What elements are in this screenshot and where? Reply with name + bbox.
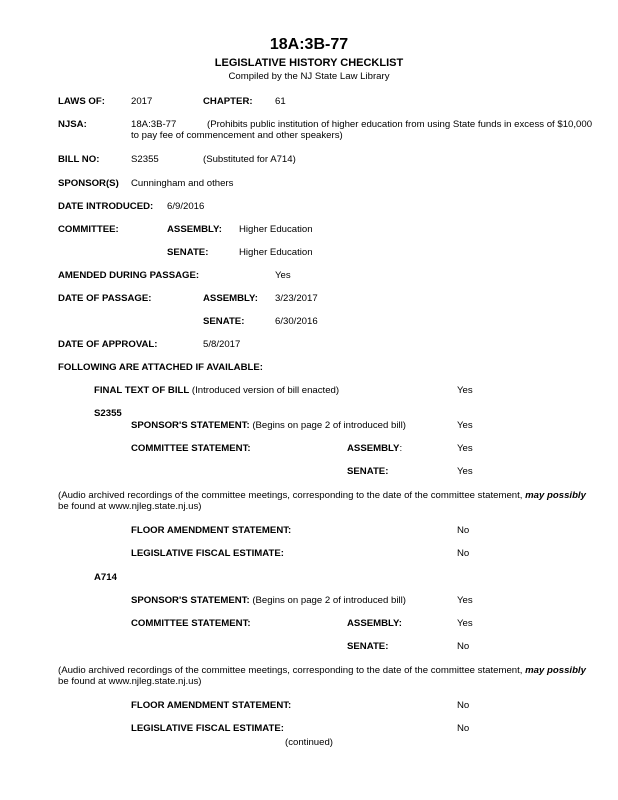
- s2355-audio-em: may possibly: [525, 490, 586, 501]
- a714-senate-label: SENATE:: [347, 641, 389, 652]
- a714-senate-value: No: [457, 641, 470, 652]
- s2355-sponsor-note: (Begins on page 2 of introduced bill): [252, 420, 406, 431]
- s2355-sponsor-row: [131, 420, 406, 431]
- a714-assembly-value: Yes: [457, 618, 473, 629]
- final-text-note: (Introduced version of bill enacted): [191, 385, 340, 396]
- a714-fiscal-value: No: [457, 723, 470, 734]
- sponsors-label: SPONSOR(S): [58, 178, 119, 189]
- document-subtitle: LEGISLATIVE HISTORY CHECKLIST: [214, 57, 404, 69]
- s2355-audio-note-line1: [58, 490, 586, 501]
- date-introduced-label: DATE INTRODUCED:: [58, 201, 154, 212]
- attached-heading: FOLLOWING ARE ATTACHED IF AVAILABLE:: [58, 362, 263, 373]
- s2355-audio-pre: (Audio archived recordings of the committee meetings, corresponding to the date of the committee statement,: [58, 490, 526, 501]
- final-text-value: Yes: [457, 385, 473, 396]
- a714-sponsor-note: (Begins on page 2 of introduced bill): [252, 595, 406, 606]
- amended-label: AMENDED DURING PASSAGE:: [58, 270, 200, 281]
- continued-note: (continued): [285, 737, 333, 748]
- document-title: 18A:3B-77: [269, 36, 349, 53]
- committee-label: COMMITTEE:: [58, 224, 119, 235]
- committee-assembly-value: Higher Education: [239, 224, 313, 235]
- a714-audio-em: may possibly: [525, 665, 586, 676]
- bill-no-value: S2355: [131, 154, 159, 165]
- passage-assembly-value: 3/23/2017: [275, 293, 318, 304]
- njsa-description-line1: (Prohibits public institution of higher education from using State funds in excess of $10,000: [207, 119, 593, 130]
- committee-senate-value: Higher Education: [239, 247, 313, 258]
- final-text-label: FINAL TEXT OF BILL: [94, 385, 190, 396]
- date-of-approval-label: DATE OF APPROVAL:: [58, 339, 158, 350]
- s2355-senate-label: SENATE:: [347, 466, 389, 477]
- date-of-passage-label: DATE OF PASSAGE:: [58, 293, 152, 304]
- sponsors-value: Cunningham and others: [131, 178, 234, 189]
- a714-heading: A714: [94, 572, 117, 583]
- a714-floor-label: FLOOR AMENDMENT STATEMENT:: [131, 700, 292, 711]
- a714-fiscal-label: LEGISLATIVE FISCAL ESTIMATE:: [131, 723, 284, 734]
- a714-sponsor-row: [131, 595, 406, 606]
- s2355-assembly-label: ASSEMBLY: [347, 443, 400, 454]
- a714-committee-label: COMMITTEE STATEMENT:: [131, 618, 251, 629]
- a714-audio-pre: (Audio archived recordings of the committee meetings, corresponding to the date of the committee statement,: [58, 665, 526, 676]
- bill-no-label: BILL NO:: [58, 154, 100, 165]
- amended-value: Yes: [275, 270, 291, 281]
- a714-floor-value: No: [457, 700, 470, 711]
- s2355-committee-label: COMMITTEE STATEMENT:: [131, 443, 251, 454]
- a714-audio-note-line1: [58, 665, 586, 676]
- s2355-heading: S2355: [94, 408, 122, 419]
- date-of-approval-value: 5/8/2017: [203, 339, 241, 350]
- chapter-label: CHAPTER:: [203, 96, 253, 107]
- passage-assembly-label: ASSEMBLY:: [203, 293, 258, 304]
- compiled-by: Compiled by the NJ State Law Library: [228, 71, 390, 82]
- s2355-floor-label: FLOOR AMENDMENT STATEMENT:: [131, 525, 292, 536]
- njsa-description-line2: to pay fee of commencement and other speakers): [131, 130, 343, 141]
- s2355-assembly-value: Yes: [457, 443, 473, 454]
- chapter-value: 61: [275, 96, 286, 107]
- s2355-sponsor-value: Yes: [457, 420, 473, 431]
- s2355-sponsor-label: SPONSOR'S STATEMENT:: [131, 420, 250, 431]
- s2355-assembly-colon: :: [399, 443, 403, 454]
- date-introduced-value: 6/9/2016: [167, 201, 205, 212]
- laws-of-label: LAWS OF:: [58, 96, 105, 107]
- s2355-fiscal-value: No: [457, 548, 470, 559]
- a714-sponsor-value: Yes: [457, 595, 473, 606]
- s2355-audio-note-line2: be found at www.njleg.state.nj.us): [58, 501, 202, 512]
- passage-senate-value: 6/30/2016: [275, 316, 318, 327]
- a714-assembly-label: ASSEMBLY:: [347, 618, 402, 629]
- a714-sponsor-label: SPONSOR'S STATEMENT:: [131, 595, 250, 606]
- bill-no-note: (Substituted for A714): [203, 154, 296, 165]
- s2355-assembly-row: [347, 443, 402, 454]
- njsa-value: 18A:3B-77: [131, 119, 177, 130]
- s2355-floor-value: No: [457, 525, 470, 536]
- a714-audio-note-line2: be found at www.njleg.state.nj.us): [58, 676, 202, 687]
- laws-of-value: 2017: [131, 96, 153, 107]
- final-text-row: [94, 385, 339, 396]
- committee-assembly-label: ASSEMBLY:: [167, 224, 222, 235]
- s2355-fiscal-label: LEGISLATIVE FISCAL ESTIMATE:: [131, 548, 284, 559]
- njsa-label: NJSA:: [58, 119, 87, 130]
- passage-senate-label: SENATE:: [203, 316, 245, 327]
- committee-senate-label: SENATE:: [167, 247, 209, 258]
- s2355-senate-value: Yes: [457, 466, 473, 477]
